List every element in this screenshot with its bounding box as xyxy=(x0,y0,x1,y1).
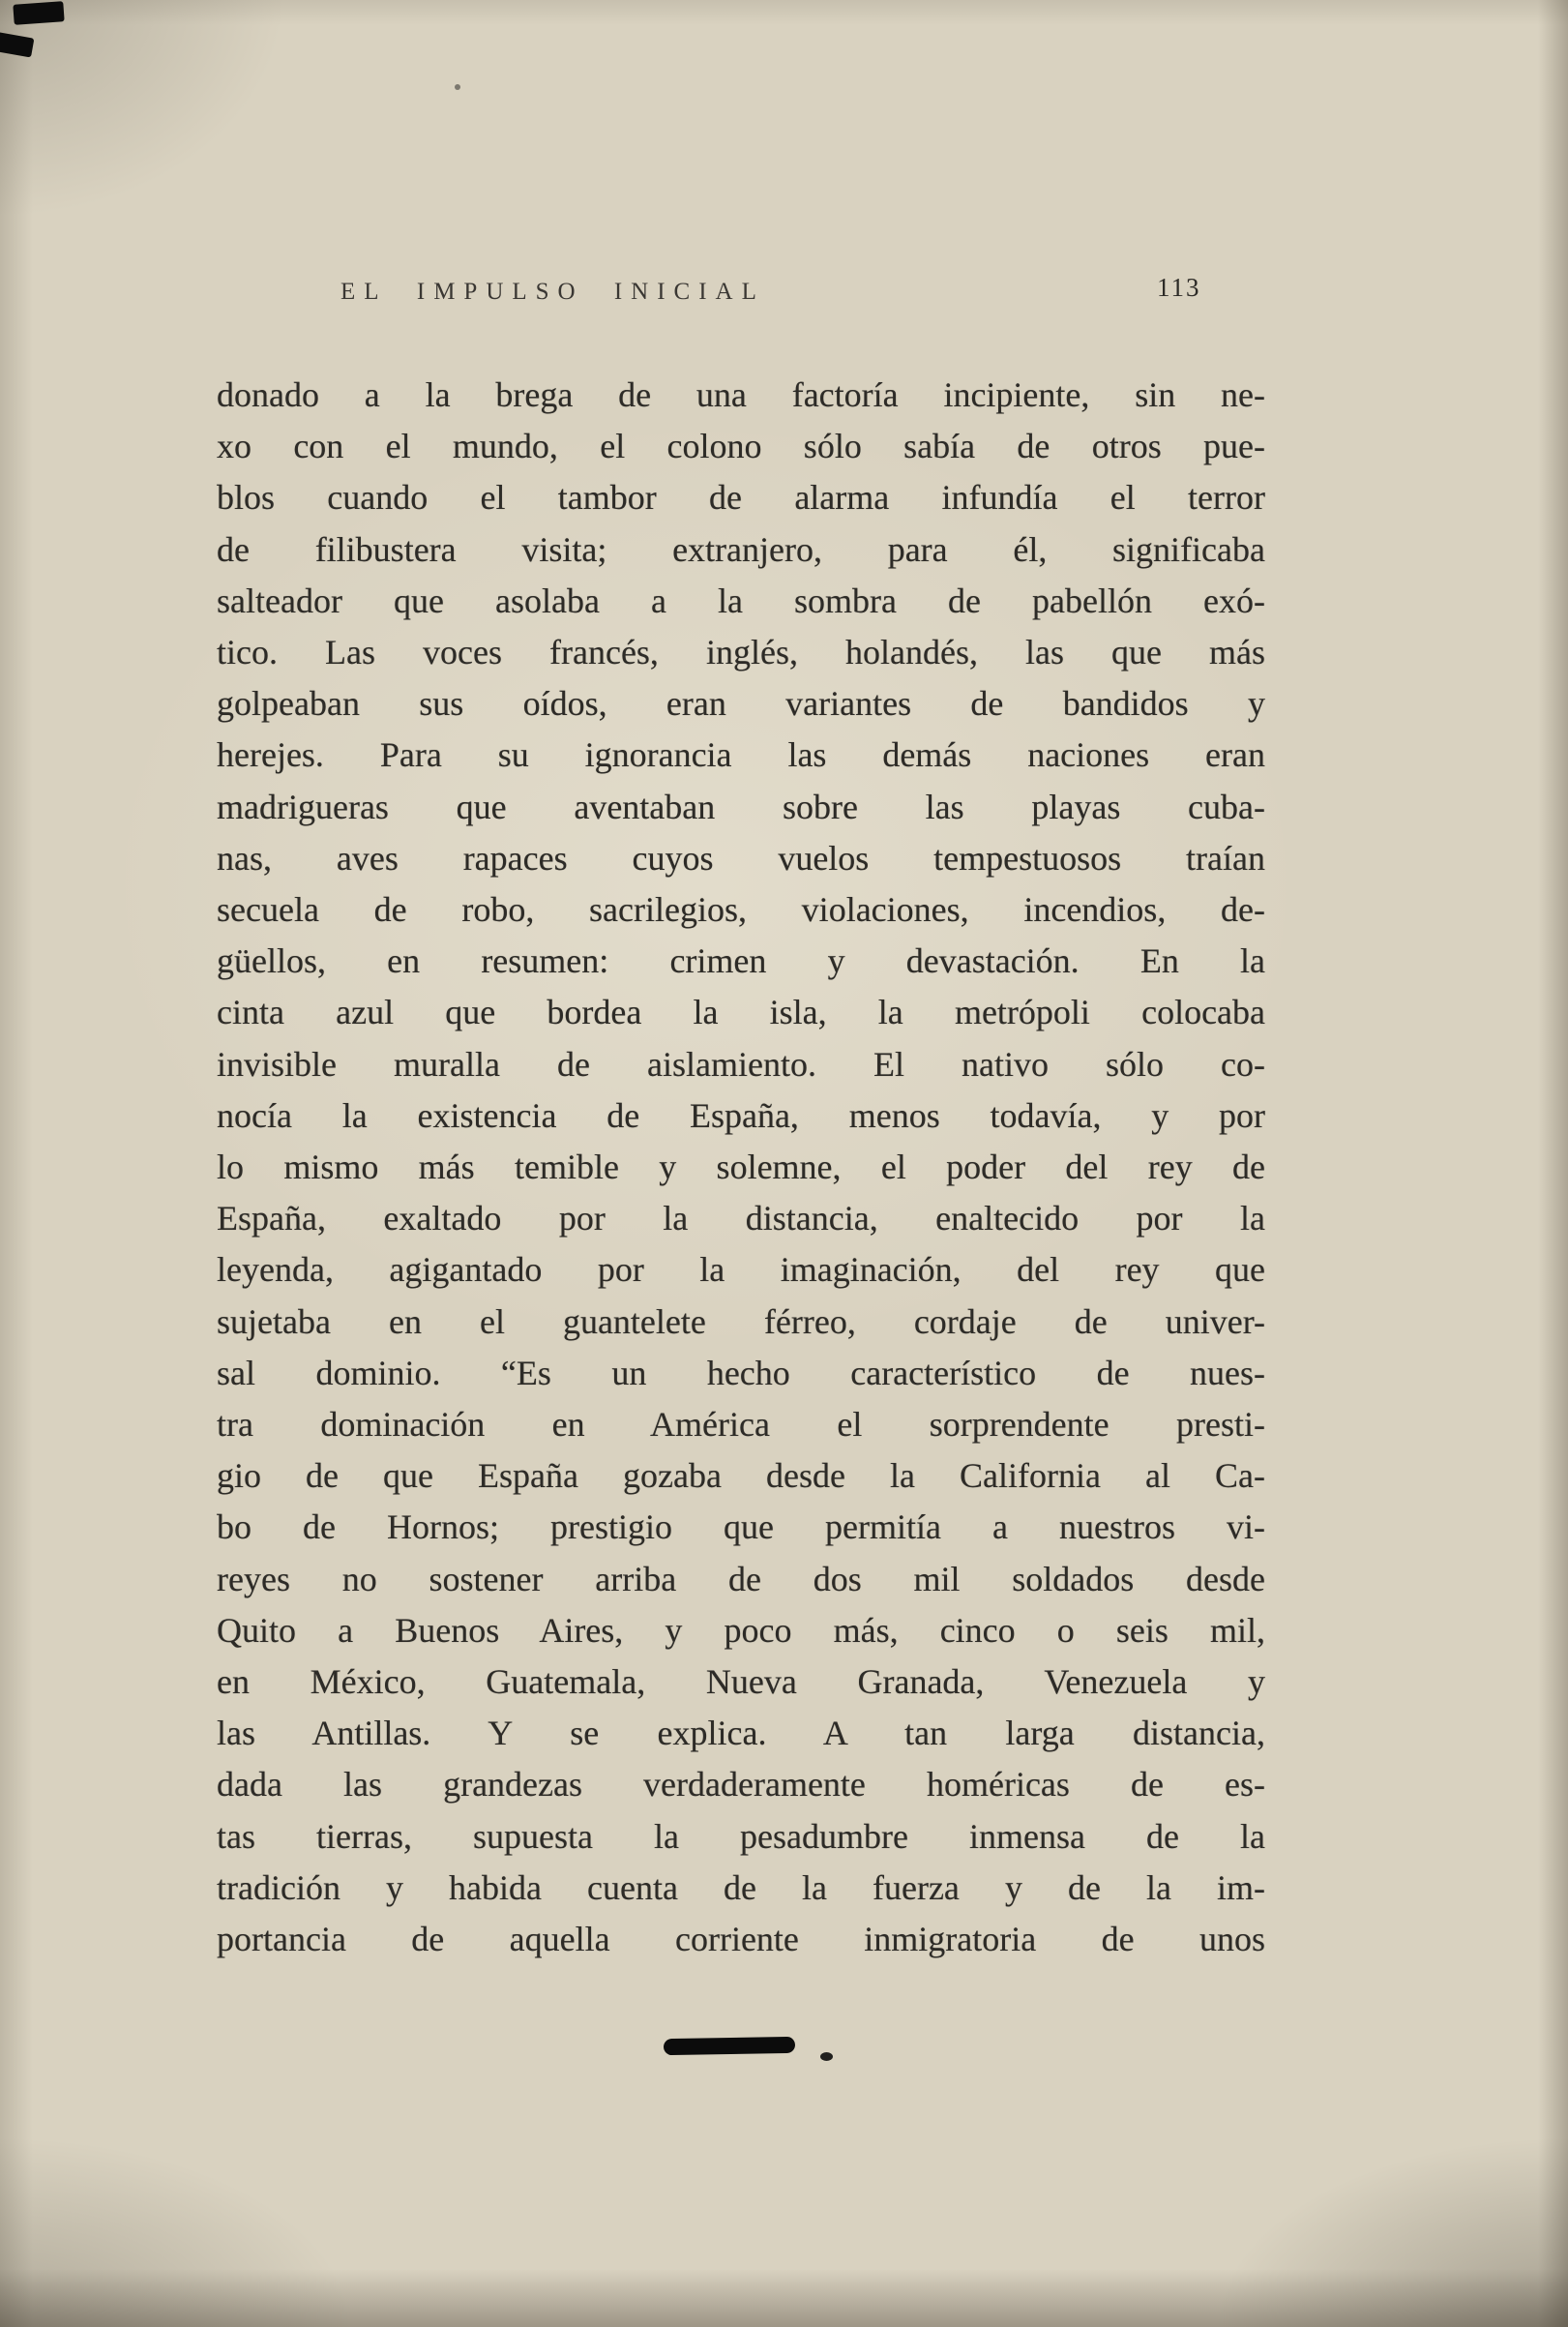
text-line: bo de Hornos; prestigio que permitía a nuestros vi- xyxy=(217,1507,1265,1547)
scan-ink-dot-bottom xyxy=(820,2052,833,2061)
text-line: España, exaltado por la distancia, enaltecido por la xyxy=(217,1199,1265,1238)
text-line: portancia de aquella corriente inmigratoria de unos xyxy=(217,1920,1265,1959)
page-number: 113 xyxy=(1157,273,1201,302)
text-line: secuela de robo, sacrilegios, violaciones, incendios, de- xyxy=(217,890,1265,930)
text-line: herejes. Para su ignorancia las demás naciones eran xyxy=(217,735,1265,775)
running-header: EL IMPULSO INICIAL xyxy=(340,279,765,305)
text-line: nocía la existencia de España, menos todavía, y por xyxy=(217,1095,1265,1135)
text-line: salteador que asolaba a la sombra de pabellón exó- xyxy=(217,581,1265,620)
text-line: de filibustera visita; extranjero, para él, significaba xyxy=(217,529,1265,569)
text-line: las Antillas. Y se explica. A tan larga distancia, xyxy=(217,1714,1265,1753)
text-line: sujetaba en el guantelete férreo, cordaje de univer- xyxy=(217,1301,1265,1341)
text-line: invisible muralla de aislamiento. El nativo sólo co- xyxy=(217,1044,1265,1084)
text-line: nas, aves rapaces cuyos vuelos tempestuosos traían xyxy=(217,838,1265,878)
text-line: tra dominación en América el sorprendente presti- xyxy=(217,1405,1265,1445)
text-line: tas tierras, supuesta la pesadumbre inmensa de la xyxy=(217,1816,1265,1856)
scan-ink-mark-top-left-2 xyxy=(0,32,34,58)
text-line: cinta azul que bordea la isla, la metrópoli colocaba xyxy=(217,993,1265,1032)
text-line: tradición y habida cuenta de la fuerza y de la im- xyxy=(217,1867,1265,1907)
scan-ink-mark-top-left-1 xyxy=(13,1,64,25)
text-line: lo mismo más temible y solemne, el poder del rey de xyxy=(217,1148,1265,1187)
text-line: güellos, en resumen: crimen y devastación. En la xyxy=(217,941,1265,981)
text-line: donado a la brega de una factoría incipiente, sin ne- xyxy=(217,375,1265,414)
text-line: xo con el mundo, el colono sólo sabía de otros pue- xyxy=(217,427,1265,466)
body-text xyxy=(217,370,1265,1965)
text-line: sal dominio. “Es un hecho característico de nues- xyxy=(217,1353,1265,1392)
text-line: Quito a Buenos Aires, y poco más, cinco o seis mil, xyxy=(217,1610,1265,1650)
text-line: tico. Las voces francés, inglés, holandés, las que más xyxy=(217,633,1265,672)
text-line: madrigueras que aventaban sobre las playas cuba- xyxy=(217,787,1265,826)
text-line: dada las grandezas verdaderamente homéricas de es- xyxy=(217,1765,1265,1805)
text-line: leyenda, agigantado por la imaginación, del rey que xyxy=(217,1250,1265,1290)
text-line: en México, Guatemala, Nueva Granada, Venezuela y xyxy=(217,1662,1265,1702)
scan-speck xyxy=(455,84,460,90)
text-line: blos cuando el tambor de alarma infundía el terror xyxy=(217,478,1265,518)
text-line: golpeaban sus oídos, eran variantes de bandidos y xyxy=(217,684,1265,724)
scan-ink-mark-bottom xyxy=(664,2037,795,2055)
text-line: reyes no sostener arriba de dos mil soldados desde xyxy=(217,1559,1265,1598)
text-line: gio de que España gozaba desde la California al Ca- xyxy=(217,1456,1265,1496)
